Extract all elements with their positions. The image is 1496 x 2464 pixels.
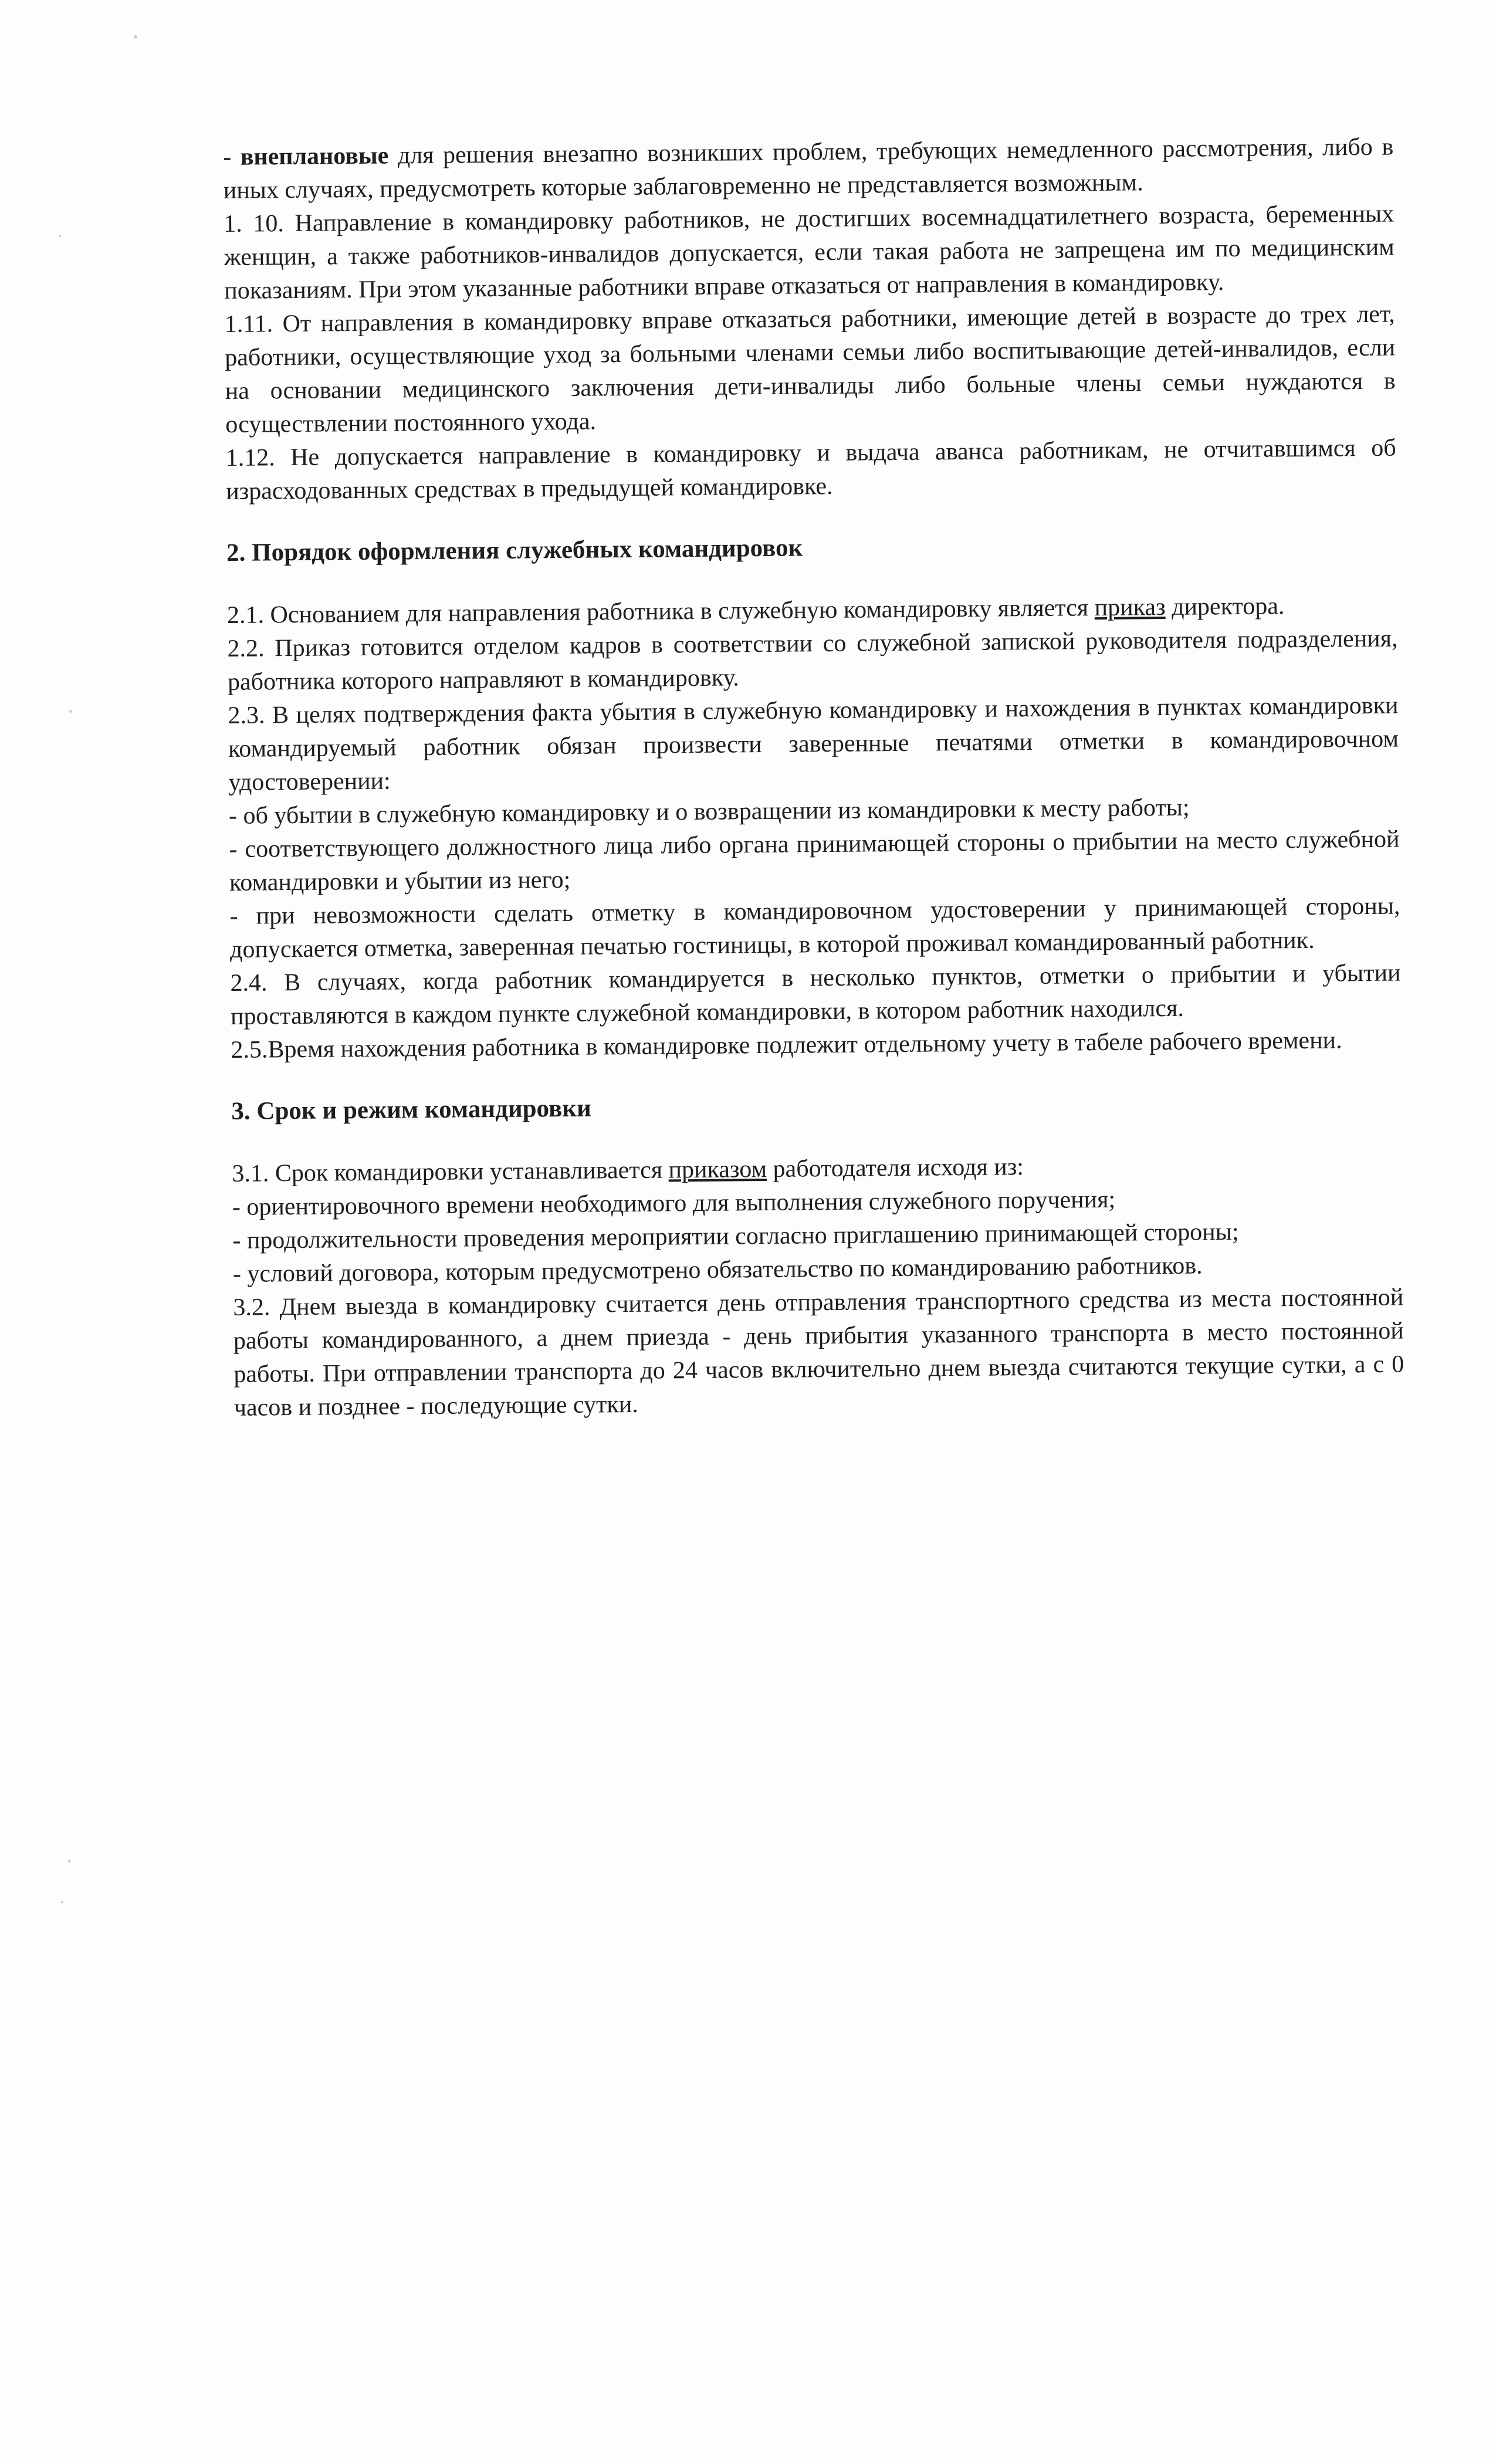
document-body [223, 131, 1404, 1425]
paragraph-1-10: 1. 10. Направление в командировку работников, не достигших восемнадцатилетнего возраста, беременных женщин, а также работников-инвалидов допускается, если такая работа не запрещена им по медицинским показаниям. При этом указанные работники вправе отказаться от направления в командировку. [224, 200, 1395, 304]
scan-speck [68, 1860, 71, 1863]
paragraph-2-2: 2.2. Приказ готовится отделом кадров в соответствии со служебной запиской руководителя подразделения, работника которого направляют в командировку. [227, 625, 1398, 696]
list-item: - соответствующего должностного лица либо органа принимающей стороны о прибытии на место служебной командировки и убытии из него; [229, 825, 1400, 896]
paragraph-3-2: 3.2. Днем выезда в командировку считается день отправления транспортного средства из места постоянной работы командированного, а днем приезда - день прибытия указанного транспорта в место постоянной работы. При отправлении транспорта до 24 часов включительно днем выезда считаются текущие сутки, а с 0 часов и позднее - последующие сутки. [233, 1284, 1404, 1421]
paragraph-text: директора. [1165, 593, 1285, 621]
list-item: - при невозможности сделать отметку в командировочном удостоверении у принимающей стороны, допускается отметка, заверенная печатью гостиницы, в которой проживал командированный работник. [229, 892, 1400, 963]
paragraph-2-3: 2.3. В целях подтверждения факта убытия в служебную командировку и нахождения в пунктах командировки командируемый работник обязан произвести заверенные печатями отметки в командировочном удостоверении: [228, 692, 1399, 796]
term-unscheduled: - внеплановые [223, 142, 389, 171]
paragraph-1-11: 1.11. От направления в командировку вправе отказаться работники, имеющие детей в возрасте до трех лет, работники, осуществляющие уход за больными членами семьи либо воспитывающие детей-инвалидов, если на основании медицинского заключения дети-инвалиды либо больные члены семьи нуждаются в осуществлении постоянного ухода. [224, 300, 1396, 438]
list-item: - об убытии в служебную командировку и о возвращении из командировки к месту работы; [228, 794, 1190, 830]
scan-speck [69, 710, 72, 713]
paragraph-text: работодателя исходя из: [766, 1153, 1024, 1183]
section-heading-2: 2. Порядок оформления служебных командировок [226, 534, 803, 567]
paragraph-2-5: 2.5.Время нахождения работника в командировке подлежит отдельному учету в табеле рабочего времени. [231, 1027, 1342, 1064]
scan-speck [61, 1901, 63, 1903]
list-item: - продолжительности проведения мероприятии согласно приглашению принимающей стороны; [232, 1218, 1239, 1254]
paragraph-text: для решения внезапно возникших проблем, требующих немедленного рассмотрения, либо в иных случаях, предусмотреть которые заблаговременно не представляется возможным. [223, 133, 1394, 204]
paragraph-text: 2.1. Основанием для направления работника в служебную командировку является [226, 594, 1095, 629]
paragraph-text: 3.1. Срок командировки устанавливается [232, 1156, 669, 1187]
paragraph-2-4: 2.4. В случаях, когда работник командируется в несколько пунктов, отметки о прибытии и убытии проставляются в каждом пункте служебной командировки, в котором работник находился. [230, 959, 1401, 1030]
paragraph-unscheduled [223, 131, 1394, 208]
list-item: - условий договора, которым предусмотрено обязательство по командированию работников. [232, 1252, 1203, 1288]
list-item: - ориентировочного времени необходимого для выполнения служебного поручения; [232, 1186, 1116, 1221]
paragraph-1-12: 1.12. Не допускается направление в командировку и выдача аванса работникам, не отчитавшимся об израсходованных средствах в предыдущей командировке. [225, 434, 1396, 505]
section-heading-3: 3. Срок и режим командировки [231, 1094, 591, 1125]
scan-speck [134, 35, 137, 39]
scan-speck [59, 235, 61, 237]
order-link[interactable]: приказом [668, 1155, 767, 1184]
order-link[interactable]: приказ [1094, 594, 1166, 622]
